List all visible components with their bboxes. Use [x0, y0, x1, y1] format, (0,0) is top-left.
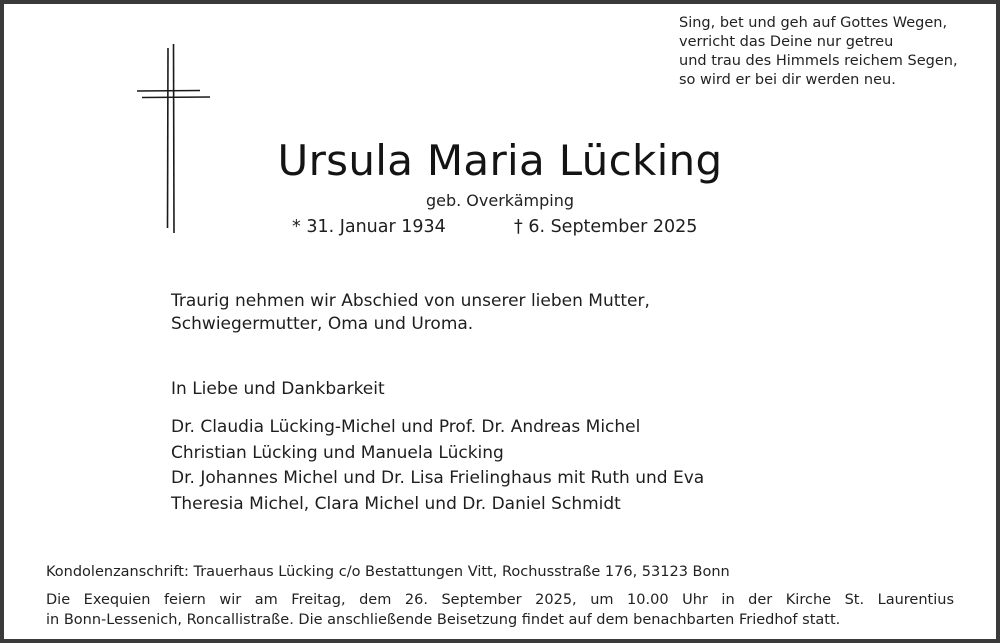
birth-date: * 31. Januar 1934	[292, 217, 446, 237]
verse-line: Sing, bet und geh auf Gottes Wegen,	[679, 15, 948, 31]
signer: Theresia Michel, Clara Michel und Dr. Daniel Schmidt	[171, 493, 621, 514]
gratitude-line: In Liebe und Dankbarkeit	[171, 379, 385, 399]
signer: Dr. Johannes Michel und Dr. Lisa Frielinghaus mit Ruth und Eva	[171, 468, 705, 488]
death-date: † 6. September 2025	[514, 217, 698, 237]
verse	[679, 14, 958, 90]
maiden-name: geb. Overkämping	[425, 191, 575, 210]
service-line: Die Exequien feiern wir am Freitag, dem 26. September 2025, um 10.00 Uhr in der Kirche St. Laurentius	[46, 592, 954, 608]
deceased-name: Ursula Maria Lücking	[277, 136, 723, 185]
verse-line: verricht das Deine nur getreu	[679, 34, 894, 50]
verse-line: und trau des Himmels reichem Segen,	[679, 53, 958, 69]
signer: Christian Lücking und Manuela Lücking	[171, 442, 504, 463]
signers-list	[171, 415, 704, 517]
verse-line: so wird er bei dir werden neu.	[679, 72, 896, 88]
condolence-address: Kondolenzanschrift: Trauerhaus Lücking c/o Bestattungen Vitt, Rochusstraße 176, 53123 Bonn	[46, 564, 730, 580]
service-info	[46, 590, 954, 630]
service-line: in Bonn-Lessenich, Roncallistraße. Die anschließende Beisetzung findet auf dem benachbarten Friedhof statt.	[46, 612, 841, 628]
intro-line: Schwiegermutter, Oma und Uroma.	[171, 314, 474, 334]
intro-text	[171, 290, 650, 336]
signer: Dr. Claudia Lücking-Michel und Prof. Dr. Andreas Michel	[171, 417, 641, 437]
intro-line: Traurig nehmen wir Abschied von unserer lieben Mutter,	[171, 291, 650, 311]
